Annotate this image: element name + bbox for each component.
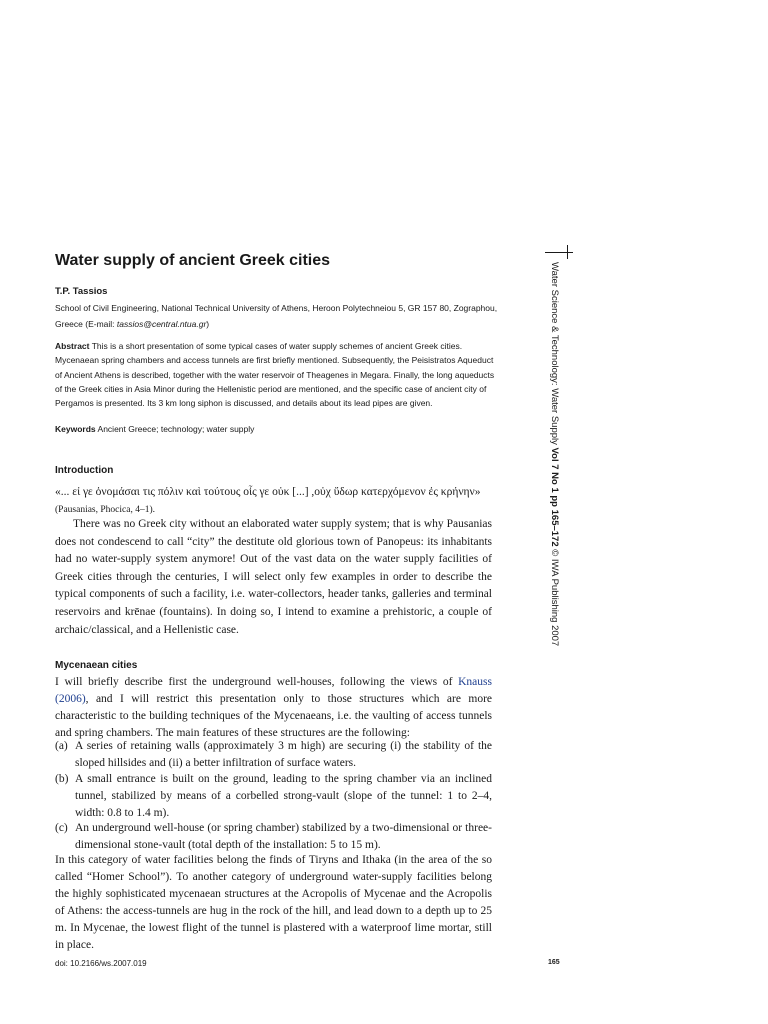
keywords — [55, 422, 500, 436]
author-affiliation — [55, 300, 500, 332]
greek-quote — [55, 484, 495, 519]
sidebar-tick — [567, 245, 568, 259]
quote-text: «... εἰ γε ὀνομάσαι τις πόλιν καὶ τούτους οἷς γε οὐκ [...] ,οὐχ ὕδωρ κατερχόμενον ἐς κρήνην» — [55, 486, 481, 498]
introduction-heading: Introduction — [55, 465, 114, 476]
list-item-text: A series of retaining walls (approximately 3 m high) are securing (i) the stability of the sloped hillsides and (ii) a better infiltration of surface waters. — [75, 740, 492, 769]
paper-title: Water supply of ancient Greek cities — [55, 252, 331, 269]
list-item-text: An underground well-house (or spring chamber) stabilized by a two-dimensional or three-dimensional stone-vault (total depth of the installation: 5 to 15 m). — [75, 822, 492, 851]
mycenaean-intro-b: , and I will restrict this presentation only to those structures which are more characteristic to the building techniques of the Mycenaeans, i.e. the vaulting of access tunnels and spring chambers. The main features of these structures are the following: — [55, 693, 492, 739]
abstract — [55, 339, 500, 410]
keywords-text: Ancient Greece; technology; water supply — [97, 424, 255, 434]
doi[interactable]: doi: 10.2166/ws.2007.019 — [55, 959, 147, 968]
list-item-label: (b) — [55, 773, 69, 785]
mycenaean-intro-paragraph — [55, 674, 492, 742]
list-item — [55, 820, 492, 854]
quote-reference: (Pausanias, Phocica, 4–1). — [55, 505, 155, 515]
sidebar-rule — [545, 252, 573, 253]
citation-link[interactable]: Knauss (2006) — [55, 676, 492, 705]
author-name: T.P. Tassios — [55, 286, 108, 297]
abstract-label: Abstract — [55, 341, 90, 351]
journal-publisher: © IWA Publishing 2007 — [549, 549, 560, 647]
introduction-paragraph: There was no Greek city without an elaborated water supply system; that is why Pausanias does not condescend to call “city” the destitute old glorious town of Panopeus: its inhabitants had no water-supply system anymore! Out of the vast data on the water supply facilities of Greek cities through the centuries, I will select only few examples in order to describe the typical components of such a facility, i.e. water-collectors, header tanks, galleries and terminal reservoirs and krēnae (fountains). In doing so, I intend to examine a prehistoric, a couple of archaic/classical, and a Hellenistic case. — [55, 518, 492, 636]
list-item — [55, 771, 492, 822]
mycenaean-closing-paragraph: In this category of water facilities belong the finds of Tiryns and Ithaka (in the area of the so called “Homer School”). To another category of underground water-supply facilities belong the highly sophisticated mycenaean structures at the Acropolis of Mycenae and the Acropolis of Athens: the access-tunnels are hug in the rock of the hill, and lead down to a depth up to 25 m. In Mycenae, the lowest flight of the tunnel is plastered with a waterproof lime mortar, still in place. — [55, 854, 492, 951]
journal-volume: Vol 7 No 1 pp 165–172 — [549, 447, 560, 547]
list-item — [55, 738, 492, 772]
journal-name: Water Science & Technology: Water Supply — [549, 262, 560, 445]
list-item-label: (a) — [55, 740, 68, 752]
mycenaean-intro-a: I will briefly describe first the underground well-houses, following the views of — [55, 676, 459, 688]
list-item-label: (c) — [55, 822, 68, 834]
mycenaean-heading: Mycenaean cities — [55, 660, 138, 671]
abstract-text: This is a short presentation of some typical cases of water supply schemes of ancient Greek cities. Mycenaean spring chambers and access tunnels are first briefly mentioned. Subsequently, the Peisistratos Aqueduct of Ancient Athens is described, together with the water reservoir of Theagenes in Megara. Finally, the long aqueducts of the Greek cities in Asia Minor during the Hellenistic period are mentioned, and the specific case of ancient city of Pergamos is presented. Its 3 km long siphon is discussed, and details about its lead pipes are given. — [55, 341, 495, 409]
page-number: 165 — [548, 959, 560, 966]
author-email[interactable]: tassios@central.ntua.gr — [116, 319, 207, 329]
list-item-text: A small entrance is built on the ground, leading to the spring chamber via an inclined tunnel, stabilized by means of a corbelled strong-vault (slope of the tunnel: 1 to 2–4, width: 0.8 to 1.4 m). — [75, 773, 492, 819]
journal-sidebar — [549, 262, 560, 646]
affiliation-text: School of Civil Engineering, National Technical University of Athens, Heroon Polytechneiou 5, GR 157 80, Zographou, Greece (E-mail: — [55, 303, 498, 329]
affiliation-close: ) — [206, 319, 210, 329]
keywords-label: Keywords — [55, 424, 96, 434]
